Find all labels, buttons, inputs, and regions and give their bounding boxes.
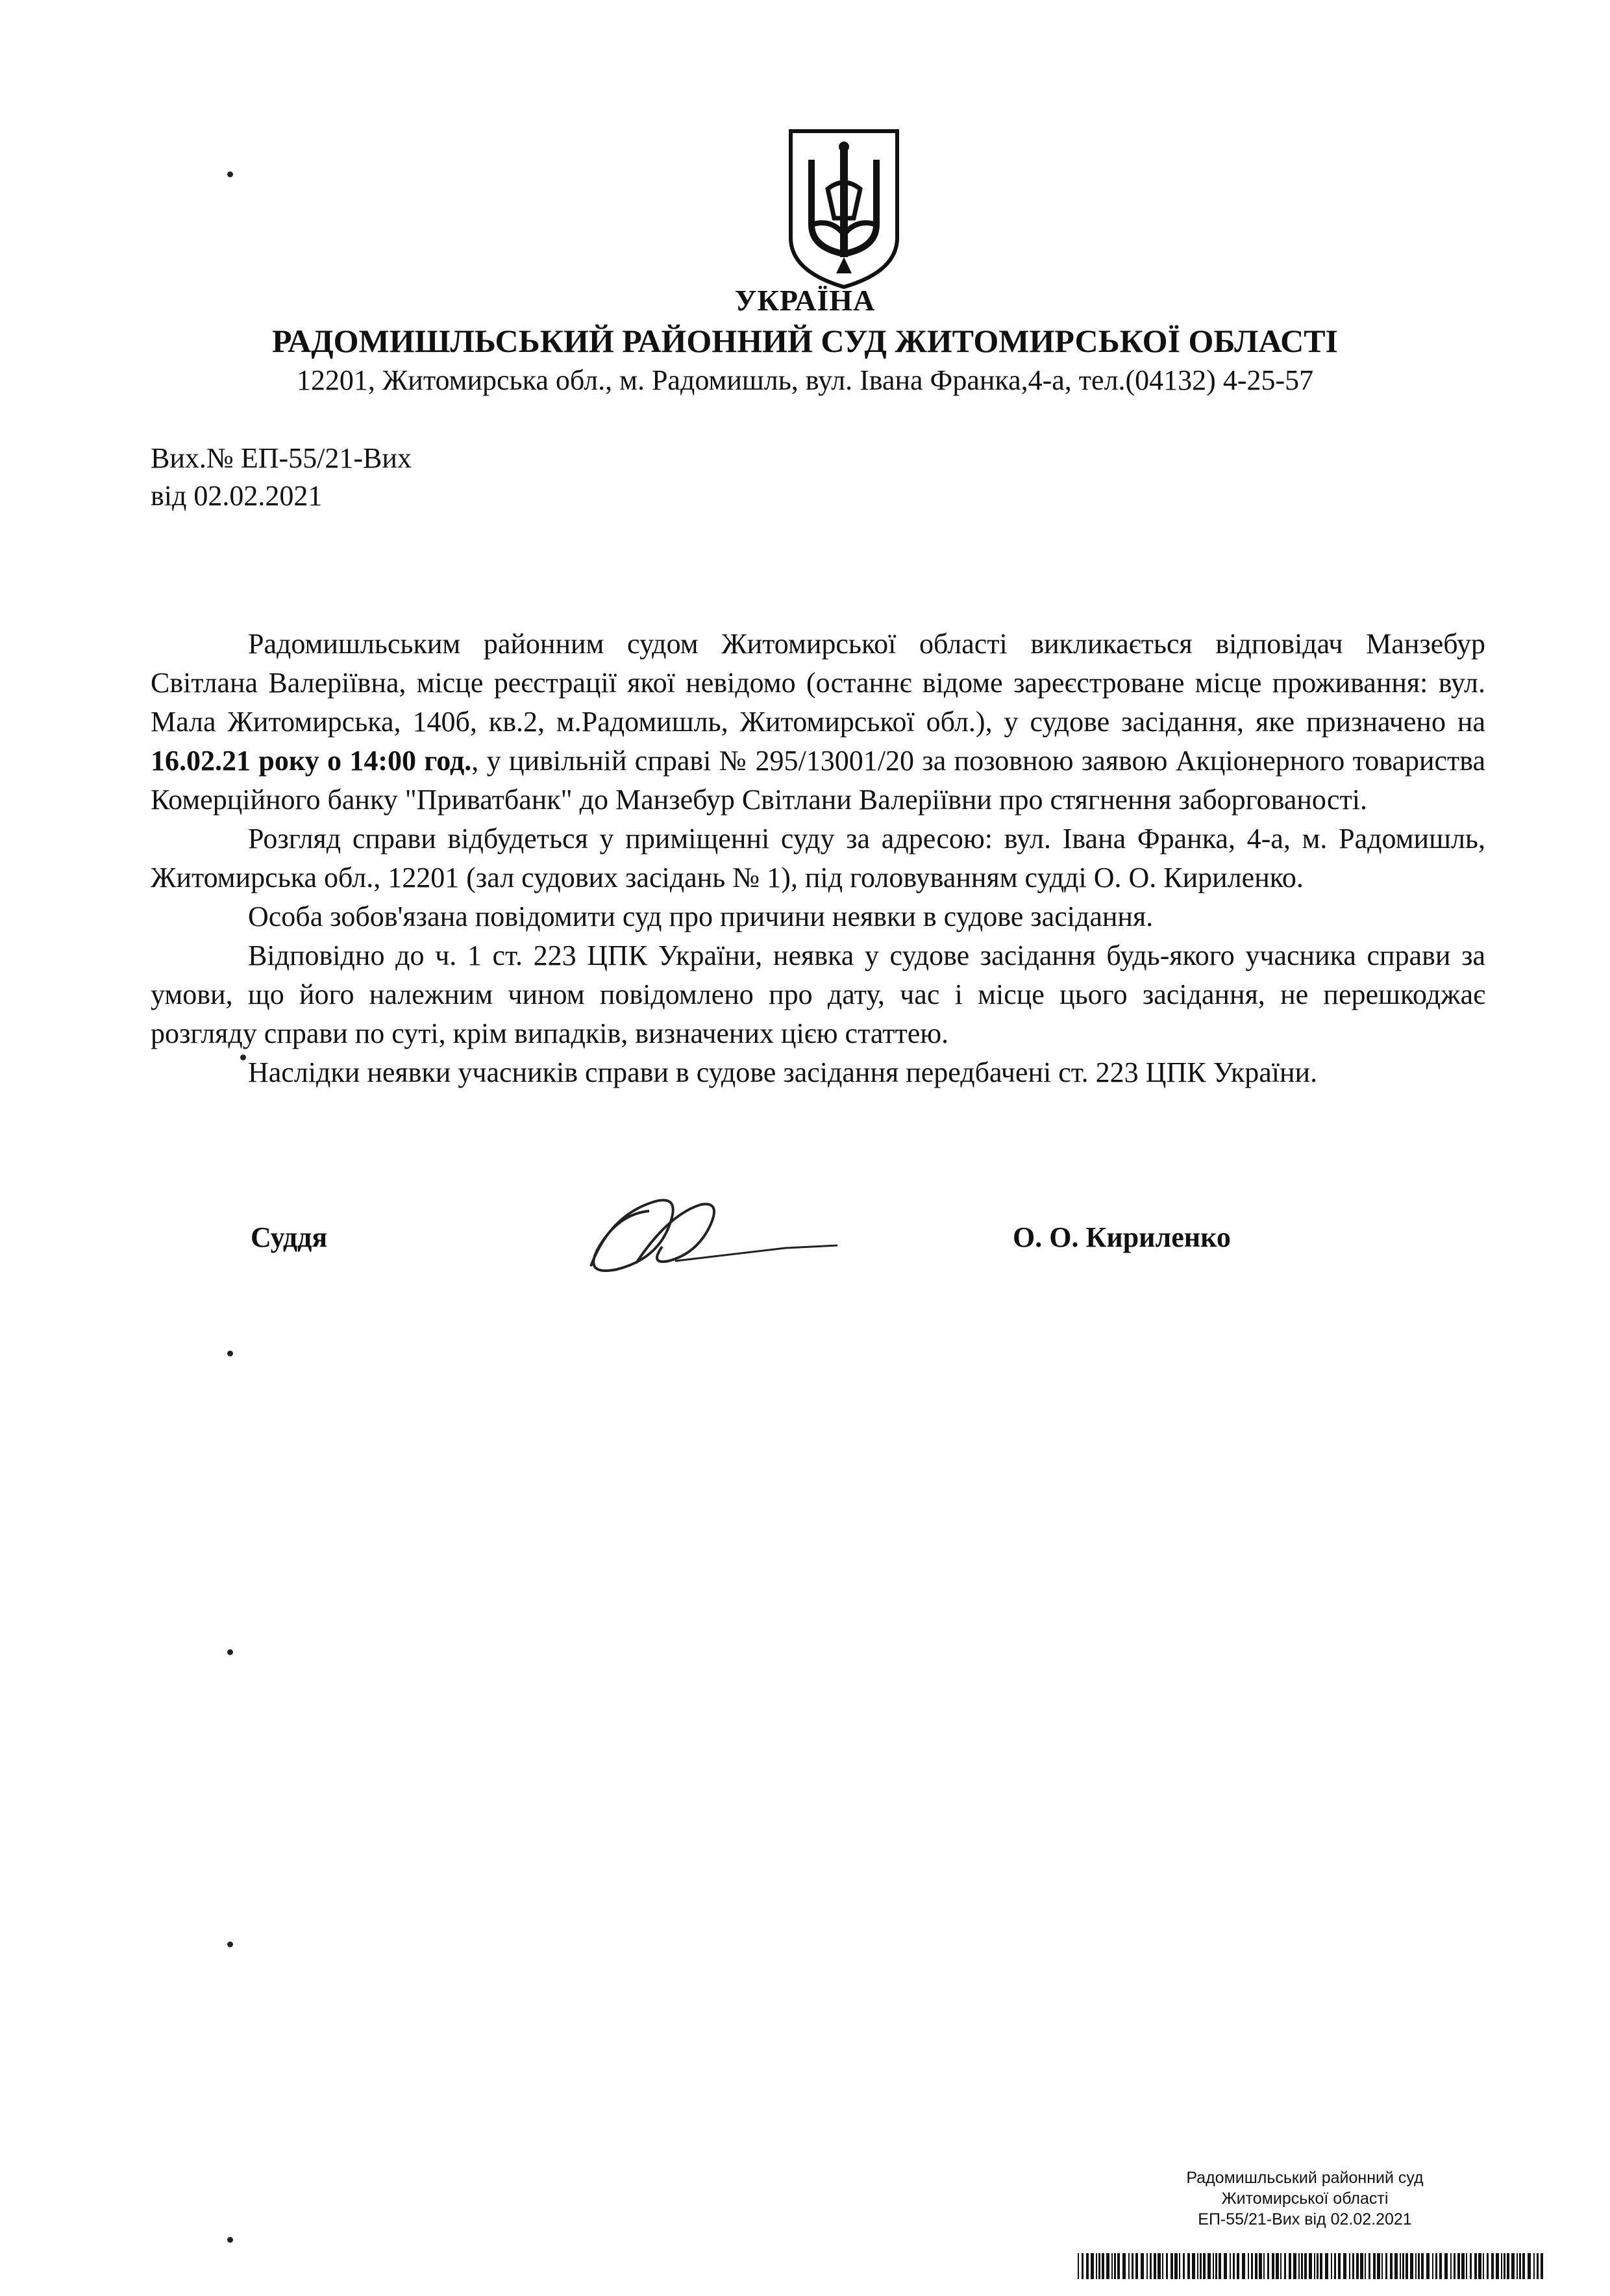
barcode-bar <box>1444 2253 1448 2279</box>
barcode-bar <box>1432 2253 1433 2279</box>
barcode-bar <box>1242 2253 1245 2279</box>
barcode-bar <box>1301 2253 1303 2279</box>
barcode-bar <box>1197 2253 1198 2279</box>
barcode-bar <box>1272 2253 1274 2279</box>
stamp-court: Радомишльський районний суд <box>1186 2169 1424 2187</box>
barcode-bar <box>1267 2253 1269 2279</box>
summons-text-start: Радомишльським районним судом Житомирської області викликається відповідач Манзебур Світлана Валеріївна, місце реєстрації якої невідомо (останнє відоме зареєстроване місце проживання: вул. Мала Житомирська, 140б, кв.2, м.Радомишль, Житомирської обл.), у судове засідання, яке призначено на <box>151 628 1485 738</box>
barcode-bar <box>1533 2253 1535 2279</box>
barcode-bar <box>1251 2253 1253 2279</box>
court-address: 12201, Житомирська обл., м. Радомишль, вул. Івана Франка,4-а, тел.(04132) 4-25-57 <box>296 364 1314 396</box>
scan-mark <box>240 1054 246 1060</box>
barcode-bar <box>1289 2253 1291 2279</box>
barcode-bar <box>1466 2253 1467 2279</box>
barcode-bar <box>1170 2253 1173 2279</box>
barcode-bar <box>1219 2253 1221 2279</box>
barcode-bar <box>1415 2253 1417 2279</box>
barcode-bar <box>1537 2253 1539 2279</box>
scan-mark <box>227 2237 233 2243</box>
barcode-bar <box>1304 2253 1307 2279</box>
barcode-bar <box>1203 2253 1206 2279</box>
scan-mark <box>227 1649 233 1655</box>
barcode-bar <box>1280 2253 1282 2279</box>
barcode-bar <box>1237 2253 1239 2279</box>
barcode-bar <box>1317 2253 1319 2279</box>
barcode-bar <box>1276 2253 1279 2279</box>
barcode-bar <box>1248 2253 1249 2279</box>
barcode-bar <box>1402 2253 1404 2279</box>
summons-text-end: , у цивільній справі № 295/13001/20 за позовною заявою Акціонерного товариства Комерційного банку "Приватбанк" до Манзебур Світлани Валеріївни про стягнення заборгованості. <box>151 745 1485 816</box>
barcode-bar <box>1390 2253 1393 2279</box>
registration-stamp <box>1065 2167 1545 2230</box>
reference-date: від 02.02.2021 <box>151 480 323 512</box>
barcode-bar <box>1102 2253 1104 2279</box>
barcode-bar <box>1293 2253 1296 2279</box>
barcode-bar <box>1154 2253 1156 2279</box>
barcode-bar <box>1504 2253 1505 2279</box>
barcode-bar <box>1215 2253 1217 2279</box>
barcode-bar <box>1491 2253 1494 2279</box>
barcode-bar <box>1338 2253 1341 2279</box>
barcode <box>1078 2253 1545 2279</box>
barcode-bar <box>1410 2253 1413 2279</box>
barcode-bar <box>1450 2253 1452 2279</box>
summons-body <box>151 625 1485 1092</box>
barcode-bar <box>1158 2253 1161 2279</box>
handwritten-signature <box>571 1188 844 1286</box>
barcode-bar <box>1174 2253 1178 2279</box>
hearing-datetime: 16.02.21 року о 14:00 год. <box>151 745 472 777</box>
barcode-bar <box>1478 2253 1481 2279</box>
barcode-bar <box>1325 2253 1328 2279</box>
barcode-bar <box>1461 2253 1465 2279</box>
barcode-bar <box>1086 2253 1089 2279</box>
barcode-bar <box>1470 2253 1472 2279</box>
barcode-bar <box>1314 2253 1315 2279</box>
barcode-bar <box>1179 2253 1180 2279</box>
barcode-bar <box>1487 2253 1489 2279</box>
barcode-bar <box>1331 2253 1332 2279</box>
barcode-bar <box>1439 2253 1442 2279</box>
barcode-bar <box>1122 2253 1126 2279</box>
barcode-bar <box>1517 2253 1518 2279</box>
barcode-bar <box>1474 2253 1477 2279</box>
barcode-bar <box>1263 2253 1265 2279</box>
barcode-bar <box>1128 2253 1130 2279</box>
barcode-bar <box>1528 2253 1531 2279</box>
barcode-bar <box>1421 2253 1424 2279</box>
barcode-bar <box>1284 2253 1286 2279</box>
barcode-bar <box>1435 2253 1437 2279</box>
barcode-bar <box>1098 2253 1100 2279</box>
barcode-bar <box>1162 2253 1163 2279</box>
barcode-bar <box>1352 2253 1354 2279</box>
barcode-bar <box>1356 2253 1359 2279</box>
judge-label: Суддя <box>251 1221 328 1253</box>
trident-icon <box>786 127 902 290</box>
barcode-bar <box>1381 2253 1383 2279</box>
barcode-bar <box>1400 2253 1401 2279</box>
barcode-bar <box>1385 2253 1387 2279</box>
barcode-bar <box>1106 2253 1109 2279</box>
barcode-bar <box>1096 2253 1097 2279</box>
barcode-bar <box>1483 2253 1484 2279</box>
reference-number: Вих.№ ЕП-55/21-Вих <box>151 442 412 474</box>
barcode-bar <box>1426 2253 1430 2279</box>
barcode-bar <box>1368 2253 1370 2279</box>
barcode-bar <box>1078 2253 1079 2279</box>
barcode-bar <box>1117 2253 1120 2279</box>
barcode-bar <box>1373 2253 1376 2279</box>
barcode-bar <box>1082 2253 1084 2279</box>
barcode-bar <box>1091 2253 1094 2279</box>
barcode-bar <box>1230 2253 1231 2279</box>
barcode-bar <box>1132 2253 1133 2279</box>
barcode-bar <box>1349 2253 1350 2279</box>
paragraph-obligation: Особа зобов'язана повідомити суд про причини неявки в судове засідання. <box>248 901 1154 932</box>
barcode-bar <box>1360 2253 1363 2279</box>
barcode-bar <box>1377 2253 1380 2279</box>
barcode-bar <box>1255 2253 1257 2279</box>
barcode-bar <box>1259 2253 1262 2279</box>
barcode-bar <box>1146 2253 1148 2279</box>
barcode-bar <box>1418 2253 1420 2279</box>
paragraph-consequences: Наслідки неявки учасників справи в судове засідання передбачені ст. 223 ЦПК України. <box>248 1056 1318 1088</box>
country-heading: УКРАЇНА <box>734 284 876 317</box>
barcode-bar <box>1519 2253 1521 2279</box>
barcode-bar <box>1233 2253 1235 2279</box>
barcode-bar <box>1135 2253 1138 2279</box>
barcode-bar <box>1343 2253 1346 2279</box>
barcode-bar <box>1309 2253 1312 2279</box>
barcode-bar <box>1298 2253 1300 2279</box>
barcode-bar <box>1166 2253 1168 2279</box>
stamp-region: Житомирської області <box>1221 2190 1389 2208</box>
barcode-bar <box>1334 2253 1336 2279</box>
barcode-bar <box>1150 2253 1152 2279</box>
barcode-bar <box>1320 2253 1322 2279</box>
barcode-bar <box>1511 2253 1515 2279</box>
barcode-bar <box>1208 2253 1211 2279</box>
scan-mark <box>227 1941 233 1947</box>
court-name: РАДОМИШЛЬСЬКИЙ РАЙОННИЙ СУД ЖИТОМИРСЬКОЇ ОБЛАСТІ <box>271 323 1339 359</box>
barcode-bar <box>1141 2253 1144 2279</box>
barcode-bar <box>1213 2253 1214 2279</box>
barcode-bar <box>1507 2253 1509 2279</box>
barcode-bar <box>1365 2253 1366 2279</box>
paragraph-summons <box>151 625 1485 819</box>
barcode-bar <box>1541 2253 1543 2279</box>
barcode-bar <box>1406 2253 1408 2279</box>
paragraph-law-reference: Відповідно до ч. 1 ст. 223 ЦПК України, неявка у судове засідання будь-якого учасника справи за умови, що його належним чином повідомлено про дату, час і місце цього засідання, не перешкоджає розгляду справи по суті, крім випадків, визначених цією статтею. <box>151 940 1485 1049</box>
scan-mark <box>227 1351 233 1356</box>
barcode-bar <box>1200 2253 1202 2279</box>
barcode-bar <box>1454 2253 1455 2279</box>
paragraph-venue: Розгляд справи відбудеться у приміщенні суду за адресою: вул. Івана Франка, 4-а, м. Радомишль, Житомирська обл., 12201 (зал судових засідань № 1), під головуванням судді О. О. Кириленко. <box>151 823 1485 893</box>
barcode-bar <box>1394 2253 1398 2279</box>
barcode-bar <box>1111 2253 1113 2279</box>
stamp-reference: ЕП-55/21-Вих від 02.02.2021 <box>1198 2210 1412 2228</box>
barcode-bar <box>1192 2253 1195 2279</box>
scan-mark <box>227 171 233 177</box>
barcode-bar <box>1114 2253 1116 2279</box>
barcode-bar <box>1501 2253 1502 2279</box>
barcode-bar <box>1522 2253 1525 2279</box>
judge-name: О. О. Кириленко <box>1013 1221 1231 1253</box>
barcode-bar <box>1457 2253 1460 2279</box>
barcode-bar <box>1496 2253 1499 2279</box>
barcode-bar <box>1187 2253 1190 2279</box>
barcode-bar <box>1224 2253 1227 2279</box>
barcode-bar <box>1183 2253 1185 2279</box>
